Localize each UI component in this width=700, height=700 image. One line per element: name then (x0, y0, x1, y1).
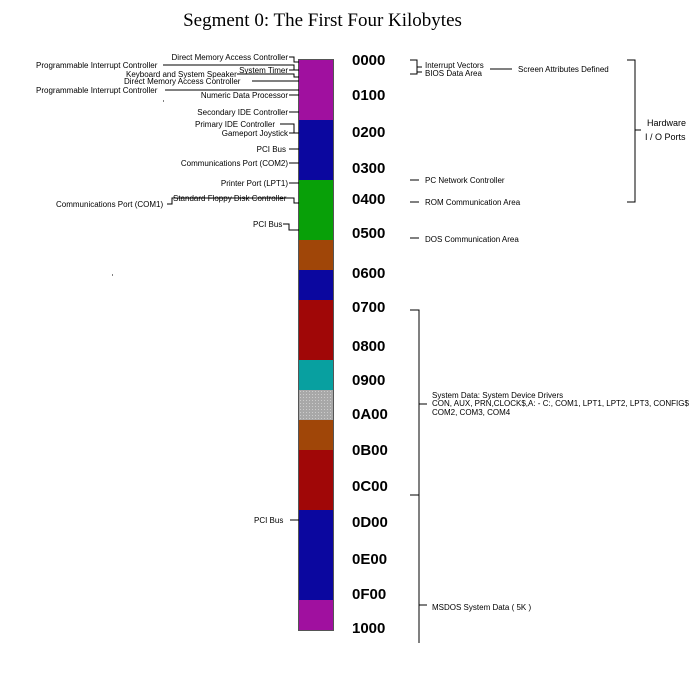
label-gameport-joystick: Gameport Joystick (221, 129, 288, 138)
address-label: 0700 (352, 299, 386, 316)
label-pic-2: Programmable Interrupt Controller (36, 86, 158, 95)
label-pci-bus-1: PCI Bus (256, 145, 286, 154)
label-system-drivers-list-2: COM2, COM3, COM4 (432, 408, 511, 417)
address-label: 0000 (352, 52, 386, 69)
address-label: 0E00 (352, 551, 388, 568)
address-label: 0D00 (352, 514, 388, 531)
label-pci-bus-2: PCI Bus (253, 220, 283, 229)
label-numeric-processor: Numeric Data Processor (200, 91, 288, 100)
label-msdos-system-data: MSDOS System Data ( 5K ) (432, 603, 532, 612)
label-pci-bus-3: PCI Bus (254, 516, 284, 525)
label-dma-controller-2: Direct Memory Access Controller (124, 77, 241, 86)
label-pc-network-controller: PC Network Controller (425, 176, 505, 185)
label-lpt1: Printer Port (LPT1) (220, 179, 288, 188)
diagram-title: Segment 0: The First Four Kilobytes (183, 10, 462, 31)
address-label: 0100 (352, 87, 386, 104)
address-label: 0200 (352, 124, 386, 141)
address-label: 0500 (352, 225, 386, 242)
label-system-data: System Data: System Device Drivers (432, 391, 564, 400)
address-label: 0800 (352, 338, 386, 355)
address-label: 0600 (352, 265, 386, 282)
address-label: 0300 (352, 160, 386, 177)
label-system-drivers-list-1: CON, AUX, PRN,CLOCK$,A: - C:, COM1, LPT1, LPT2, LPT3, CONFIG$ (432, 399, 689, 408)
label-screen-attributes: Screen Attributes Defined (518, 65, 609, 74)
address-label: 0C00 (352, 478, 388, 495)
address-label: 0B00 (352, 442, 388, 459)
address-label: 0400 (352, 191, 386, 208)
label-hardware: Hardware (647, 118, 687, 128)
label-com1: Communications Port (COM1) (56, 200, 164, 209)
label-system-timer: System Timer (239, 66, 288, 75)
label-floppy-controller: Standard Floppy Disk Controller (173, 194, 287, 203)
label-bios-data-area: BIOS Data Area (425, 69, 482, 78)
label-rom-communication-area: ROM Communication Area (425, 198, 521, 207)
label-keyboard-speaker: Keyboard and System Speaker (126, 70, 237, 79)
label-secondary-ide: Secondary IDE Controller (197, 108, 288, 117)
label-com2: Communications Port (COM2) (180, 159, 288, 168)
address-label: 0F00 (352, 586, 387, 603)
label-dos-communication-area: DOS Communication Area (425, 235, 519, 244)
label-pic-1: Programmable Interrupt Controller (36, 61, 158, 70)
label-primary-ide: Primary IDE Controller (195, 120, 276, 129)
label-interrupt-vectors: Interrupt Vectors (425, 61, 484, 70)
label-io-ports: I / O Ports (645, 132, 686, 142)
address-label: 1000 (352, 620, 386, 637)
address-label: 0900 (352, 372, 386, 389)
label-dma-controller-1: Direct Memory Access Controller (171, 53, 288, 62)
address-label: 0A00 (352, 406, 388, 423)
